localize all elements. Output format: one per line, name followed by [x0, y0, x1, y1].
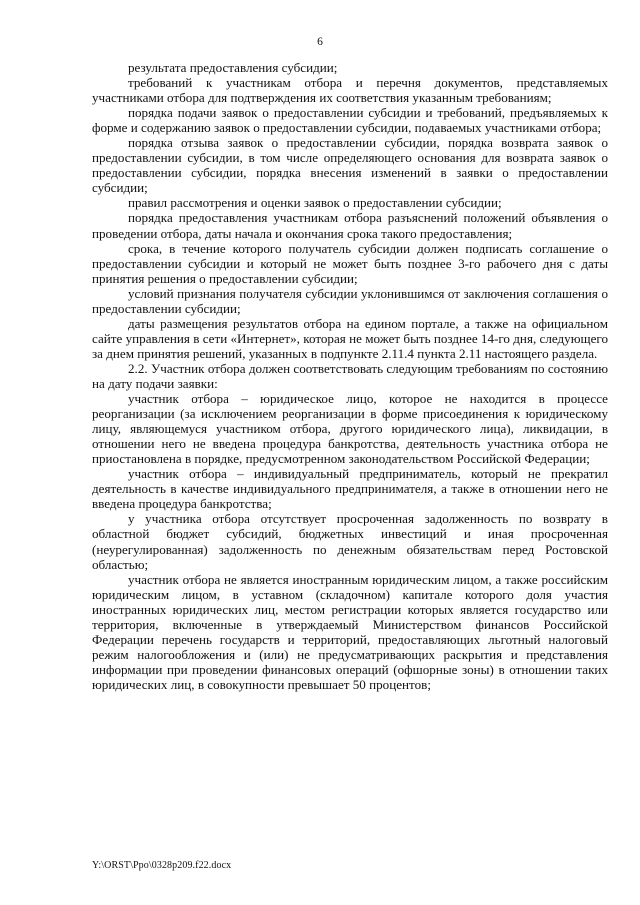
paragraph: у участника отбора отсутствует просроченная задолженность по возврату в областной бюджет субсидий, бюджетных инвестиций и иная просроченная (неурегулированная) задолженность по денежным обязательствам перед Ростовской областью;	[92, 511, 608, 572]
paragraph: участник отбора – индивидуальный предприниматель, который не прекратил деятельность в качестве индивидуального предпринимателя, а также в отношении него не введена процедура банкротства;	[92, 466, 608, 512]
paragraph: условий признания получателя субсидии уклонившимся от заключения соглашения о предоставлении субсидии;	[92, 285, 608, 316]
paragraph: срока, в течение которого получатель субсидии должен подписать соглашение о предоставлении субсидии и который не может быть позднее 3-го рабочего дня с даты принятия решения о предоставлении субсидии;	[92, 240, 608, 286]
paragraph: результата предоставления субсидии;	[128, 60, 338, 75]
paragraph: требований к участникам отбора и перечня документов, представляемых участниками отбора для подтверждения их соответствия указанным требованиям;	[92, 75, 608, 106]
paragraph: правил рассмотрения и оценки заявок о предоставлении субсидии;	[128, 195, 502, 211]
paragraph: участник отбора не является иностранным юридическим лицом, а также российским юридическим лицом, в уставном (складочном) капитале которого доля участия иностранных юридических лиц, местом регистрации которых является государство или территория, включенные в утверждаемый Министерством финансов Российской Федерации перечень государств и территорий, предоставляющих льготный налоговый режим налогообложения и (или) не предусматривающих раскрытия и представления информации при проведении финансовых операций (офшорные зоны) в отношении таких юридических лиц, в совокупности превышает 50 процентов;	[92, 571, 608, 692]
paragraph: даты размещения результатов отбора на едином портале, а также на официальном сайте управления в сети «Интернет», которая не может быть позднее 14-го дня, следующего за днем принятия решений, указанных в подпункте 2.11.4 пункта 2.11 настоящего раздела.	[92, 315, 608, 361]
document-body	[92, 60, 608, 692]
paragraph: порядка подачи заявок о предоставлении субсидии и требований, предъявляемых к форме и содержанию заявок о предоставлении субсидии, подаваемых участниками отбора;	[92, 105, 608, 136]
paragraph: участник отбора – юридическое лицо, которое не находится в процессе реорганизации (за исключением реорганизации в форме присоединения к юридическому лицу, являющемуся участником отбора, другого юридического лица), ликвидации, в отношении него не введена процедура банкротства, деятельность участника отбора не приостановлена в порядке, предусмотренном законодательством Российской Федерации;	[92, 391, 608, 467]
paragraph: порядка отзыва заявок о предоставлении субсидии, порядка возврата заявок о предоставлении субсидии, в том числе определяющего основания для возврата заявок о предоставлении субсидии, порядка внесения изменений в заявки о предоставлении субсидии;	[92, 135, 608, 196]
paragraph: порядка предоставления участникам отбора разъяснений положений объявления о проведении отбора, даты начала и окончания срока такого предоставления;	[92, 210, 608, 241]
footer-file-path: Y:\ORST\Ppo\0328p209.f22.docx	[92, 860, 232, 871]
page-number: 6	[317, 36, 323, 48]
section-paragraph: 2.2. Участник отбора должен соответствовать следующим требованиям по состоянию на дату подачи заявки:	[92, 360, 608, 391]
